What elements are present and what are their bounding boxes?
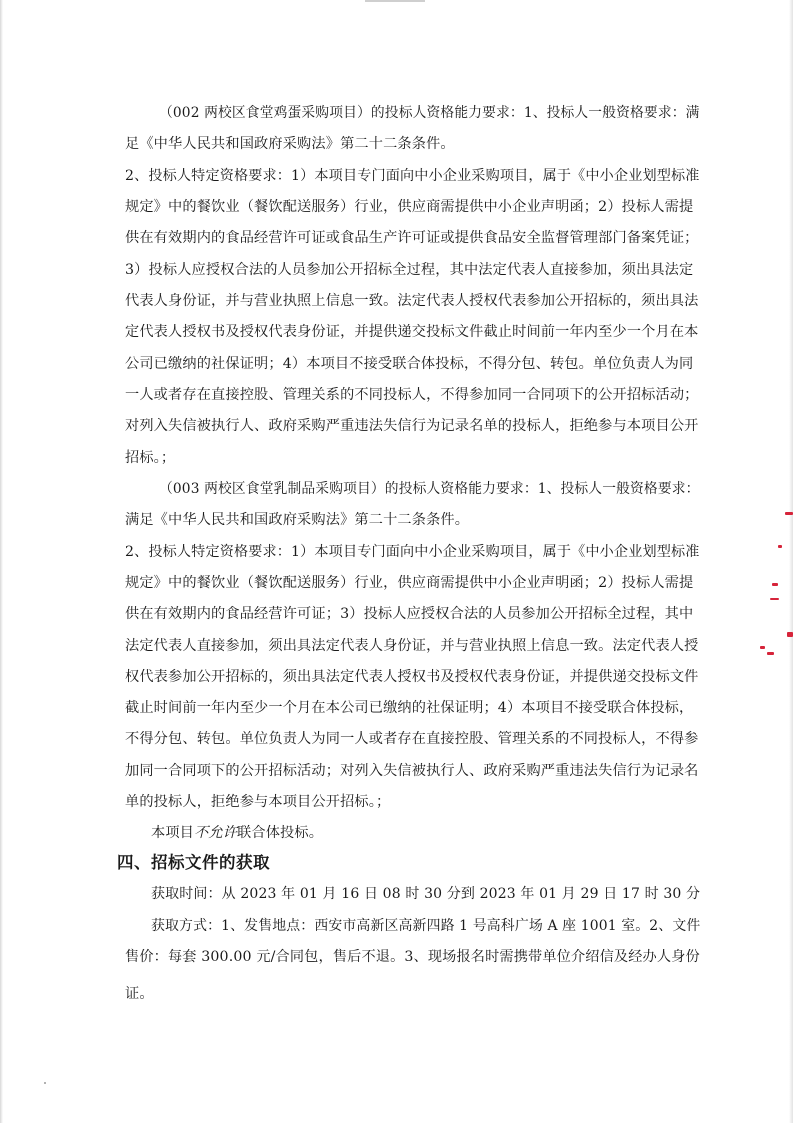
scan-edge-left <box>0 0 3 1123</box>
text-line: 加同一合同项下的公开招标活动；对列入失信被执行人、政府采购严重违法失信行为记录名 <box>125 763 699 779</box>
stamp-fragment <box>770 598 779 600</box>
text-line: 对列入失信被执行人、政府采购严重违法失信行为记录名单的投标人，拒绝参与本项目公开 <box>125 418 699 434</box>
text-line: 2、投标人特定资格要求：1）本项目专门面向中小企业采购项目，属于《中小企业划型标准 <box>125 544 700 560</box>
text-line: 定代表人授权书及授权代表身份证，并提供递交投标文件截止时间前一年内至少一个月在本 <box>125 324 699 340</box>
stamp-fragment <box>778 545 782 548</box>
stamp-fragment <box>787 632 793 637</box>
text-line: 招标。； <box>125 450 176 466</box>
text-line: 一人或者存在直接控股、管理关系的不同投标人，不得参加同一合同项下的公开招标活动； <box>125 387 699 403</box>
stamp-fragment <box>767 652 774 655</box>
text-line: 供在有效期内的食品经营许可证或食品生产许可证或提供食品安全监督管理部门备案凭证； <box>125 230 699 246</box>
scan-top-mark <box>365 0 425 2</box>
text-line: 规定》中的餐饮业（餐饮配送服务）行业，供应商需提供中小企业声明函；2）投标人需提 <box>125 575 694 591</box>
scan-edge-right <box>789 0 793 1123</box>
text-line: 足《中华人民共和国政府采购法》第二十二条条件。 <box>125 136 455 152</box>
text-line: 2、投标人特定资格要求：1）本项目专门面向中小企业采购项目，属于《中小企业划型标准 <box>125 168 700 184</box>
acquisition-method: 获取方式：1、发售地点：西安市高新区高新四路 1 号高科广场 A 座 1001 室。2、文件 <box>151 918 701 934</box>
consortium-prefix: 本项目 <box>151 825 195 841</box>
text-line: 规定》中的餐饮业（餐饮配送服务）行业，供应商需提供中小企业声明函；2）投标人需提 <box>125 199 694 215</box>
section-heading-document-acquisition: 四、招标文件的获取 <box>117 853 270 872</box>
text-line: 单的投标人，拒绝参与本项目公开招标。； <box>125 794 391 810</box>
text-line: 供在有效期内的食品经营许可证；3）投标人应授权合法的人员参加公开招标全过程，其中 <box>125 606 694 622</box>
text-line: 满足《中华人民共和国政府采购法》第二十二条条件。 <box>125 512 470 528</box>
text-line: 公司已缴纳的社保证明；4）本项目不接受联合体投标，不得分包、转包。单位负责人为同 <box>125 356 694 372</box>
acquisition-time: 获取时间：从 2023 年 01 月 16 日 08 时 30 分到 2023 年 01 月 29 日 17 时 30 分 <box>151 886 701 902</box>
stamp-fragment <box>785 512 793 515</box>
stamp-fragment <box>772 583 778 586</box>
text-line: 截止时间前一年内至少一个月在本公司已缴纳的社保证明；4）本项目不接受联合体投标， <box>125 700 694 716</box>
text-line: 证。 <box>125 986 154 1002</box>
text-line: 不得分包、转包。单位负责人为同一人或者存在直接控股、管理关系的不同投标人，不得参 <box>125 731 699 747</box>
text-line-002-requirements: （002 两校区食堂鸡蛋采购项目）的投标人资格能力要求：1、投标人一般资格要求：满 <box>159 105 700 121</box>
text-line: 3）投标人应授权合法的人员参加公开招标全过程，其中法定代表人直接参加，须出具法定 <box>125 262 694 278</box>
text-line: 售价：每套 300.00 元/合同包，售后不退。3、现场报名时需携带单位介绍信及经办人身份 <box>125 949 700 965</box>
stamp-fragment <box>760 646 765 649</box>
consortium-not-allowed: 不允许 <box>194 825 238 841</box>
text-line: 法定代表人直接参加，须出具法定代表人身份证，并与营业执照上信息一致。法定代表人授 <box>125 638 699 654</box>
text-line-003-requirements: （003 两校区食堂乳制品采购项目）的投标人资格能力要求：1、投标人一般资格要求： <box>159 481 700 497</box>
consortium-statement <box>151 823 323 843</box>
text-line: 权代表参加公开招标的，须出具法定代表人授权书及授权代表身份证，并提供递交投标文件 <box>125 669 699 685</box>
consortium-suffix: 联合体投标。 <box>237 825 324 841</box>
scan-speck <box>44 1082 46 1084</box>
text-line: 代表人身份证，并与营业执照上信息一致。法定代表人授权代表参加公开招标的，须出具法 <box>125 293 699 309</box>
